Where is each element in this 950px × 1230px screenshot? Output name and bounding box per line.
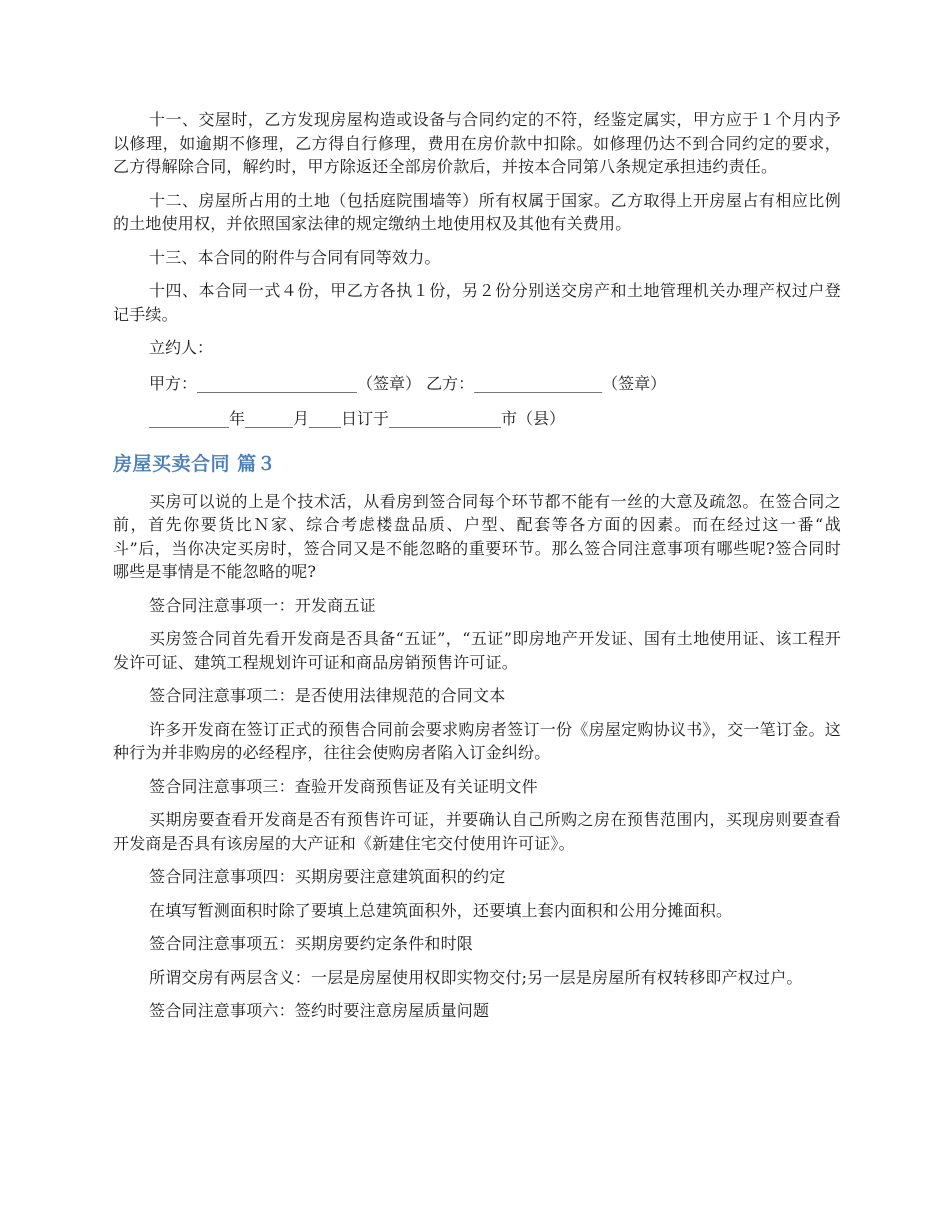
date-place-line: __________年______月____日订于______________市（县） xyxy=(149,409,566,428)
tip-1-body: 买房签合同首先看开发商是否具备“五证”，“五证”即房地产开发证、国有土地使用证、该工程开发许可证、建筑工程规划许可证和商品房销预售许可证。 xyxy=(113,629,841,672)
tip-4-title: 签合同注意事项四：买期房要注意建筑面积的约定 xyxy=(149,867,506,886)
tip-2-body: 许多开发商在签订正式的预售合同前会要求购房者签订一份《房屋定购协议书》，交一笔订金。这种行为并非购房的必经程序，往往会使购房者陷入订金纠纷。 xyxy=(113,719,841,762)
tip-4-body: 在填写暂测面积时除了要填上总建筑面积外，还要填上套内面积和公用分摊面积。 xyxy=(149,900,733,920)
tip-1-title: 签合同注意事项一：开发商五证 xyxy=(149,595,376,615)
party-signature-line: 甲方：____________________（签章） 乙方：________________（签章） xyxy=(149,373,667,393)
tip-3-title: 签合同注意事项三：查验开发商预售证及有关证明文件 xyxy=(149,776,538,796)
tip-6-title: 签合同注意事项六：签约时要注意房屋质量问题 xyxy=(149,1001,490,1020)
tip-2-title: 签合同注意事项二：是否使用法律规范的合同文本 xyxy=(149,686,506,705)
section-heading: 房屋买卖合同 篇３ xyxy=(113,452,277,475)
tip-5-title: 签合同注意事项五：买期房要约定条件和时限 xyxy=(149,934,474,953)
tip-5-body: 所谓交房有两层含义：一层是房屋使用权即实物交付;另一层是房屋所有权转移即产权过户。 xyxy=(149,967,803,987)
intro-paragraph: 买房可以说的上是个技术活，从看房到签合同每个环节都不能有一丝的大意及疏忽。在签合同之前，首先你要货比Ｎ家、综合考虑楼盘品质、户型、配套等各方面的因素。而在经过这一番“战斗”后，当你决定买房时，签合同又是不能忽略的重要环节。那么签合同注意事项有哪些呢?签合同时哪些是事情是不能忽略的呢? xyxy=(113,491,841,581)
document-page xyxy=(113,108,841,1033)
clause-11: 十一、交屋时，乙方发现房屋构造或设备与合同约定的不符，经鉴定属实，甲方应于１个月内予以修理，如逾期不修理，乙方得自行修理，费用在房价款中扣除。如修理仍达不到合同约定的要求，乙方得解除合同，解约时，甲方除返还全部房价款后，并按本合同第八条规定承担违约责任。 xyxy=(113,110,841,176)
clause-12: 十二、房屋所占用的土地（包括庭院围墙等）所有权属于国家。乙方取得上开房屋占有相应比例的土地使用权，并依照国家法律的规定缴纳土地使用权及其他有关费用。 xyxy=(113,190,841,233)
clause-13: 十三、本合同的附件与合同有同等效力。 xyxy=(149,247,441,267)
tip-3-body: 买期房要查看开发商是否有预售许可证，并要确认自己所购之房在预售范围内，买现房则要查看开发商是否具有该房屋的大产证和《新建住宅交付使用许可证》。 xyxy=(113,810,841,853)
clause-14: 十四、本合同一式４份，甲乙方各执１份，另２份分别送交房产和土地管理机关办理产权过户登记手续。 xyxy=(113,281,841,324)
signatory-label: 立约人： xyxy=(149,338,214,357)
